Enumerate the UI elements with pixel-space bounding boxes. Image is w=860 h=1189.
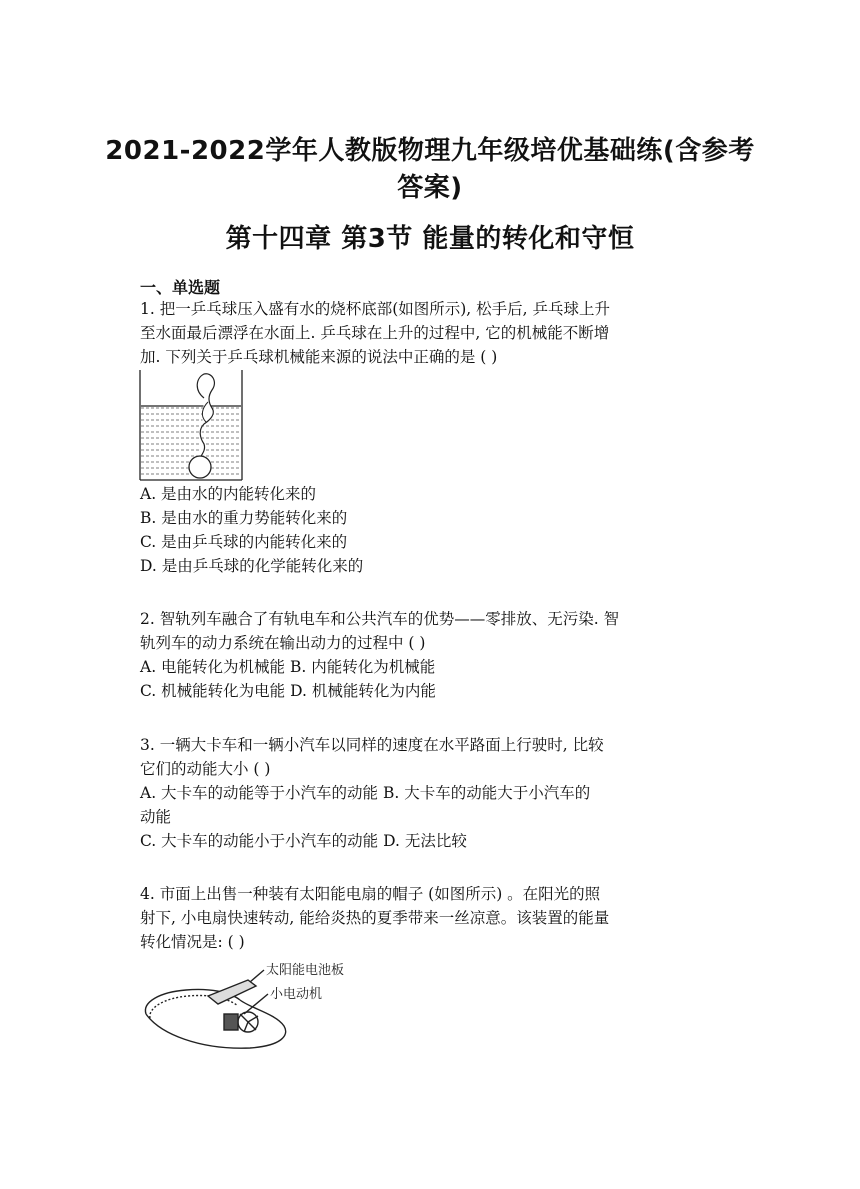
solar-panel-label: 太阳能电池板: [266, 963, 345, 978]
chapter-subtitle: 第十四章 第3节 能量的转化和守恒: [225, 224, 635, 254]
question-3-options-wrap: 动能: [140, 808, 172, 826]
question-1-line: 1. 把一乒乓球压入盛有水的烧杯底部(如图所示), 松手后, 乒乓球上升: [140, 300, 611, 318]
question-2-line: 2. 智轨列车融合了有轨电车和公共汽车的优势——零排放、无污染. 智: [140, 610, 620, 628]
solar-fan-hat-figure: [140, 956, 360, 1052]
question-2-line: 轨列车的动力系统在输出动力的过程中 ( ): [140, 634, 426, 652]
question-1-option-b: B. 是由水的重力势能转化来的: [140, 509, 348, 527]
question-1-option-a: A. 是由水的内能转化来的: [140, 485, 317, 503]
question-1-option-c: C. 是由乒乓球的内能转化来的: [140, 533, 348, 551]
question-3-line: 它们的动能大小 ( ): [140, 760, 271, 778]
question-3-options-ab: A. 大卡车的动能等于小汽车的动能 B. 大卡车的动能大于小汽车的: [140, 784, 591, 802]
question-4-line: 4. 市面上出售一种装有太阳能电扇的帽子 (如图所示) 。在阳光的照: [140, 885, 601, 903]
question-3-line: 3. 一辆大卡车和一辆小汽车以同样的速度在水平路面上行驶时, 比较: [140, 736, 604, 754]
question-4-line: 转化情况是: ( ): [140, 933, 245, 951]
question-1-line: 至水面最后漂浮在水面上. 乒乓球在上升的过程中, 它的机械能不断增: [140, 324, 610, 342]
question-2-options-ab: A. 电能转化为机械能 B. 内能转化为机械能: [140, 658, 436, 676]
document-title-line-1: 2021-2022学年人教版物理九年级培优基础练(含参考: [105, 136, 755, 166]
question-1-line: 加. 下列关于乒乓球机械能来源的说法中正确的是 ( ): [140, 348, 498, 366]
question-4-line: 射下, 小电扇快速转动, 能给炎热的夏季带来一丝凉意。该装置的能量: [140, 909, 610, 927]
motor-label: 小电动机: [270, 987, 323, 1002]
question-3-options-cd: C. 大卡车的动能小于小汽车的动能 D. 无法比较: [140, 832, 467, 850]
beaker-figure: [138, 368, 246, 482]
question-1-option-d: D. 是由乒乓球的化学能转化来的: [140, 557, 364, 575]
section-heading: 一、单选题: [140, 278, 221, 297]
document-title-line-2: 答案): [397, 173, 463, 203]
question-2-options-cd: C. 机械能转化为电能 D. 机械能转化为内能: [140, 682, 436, 700]
